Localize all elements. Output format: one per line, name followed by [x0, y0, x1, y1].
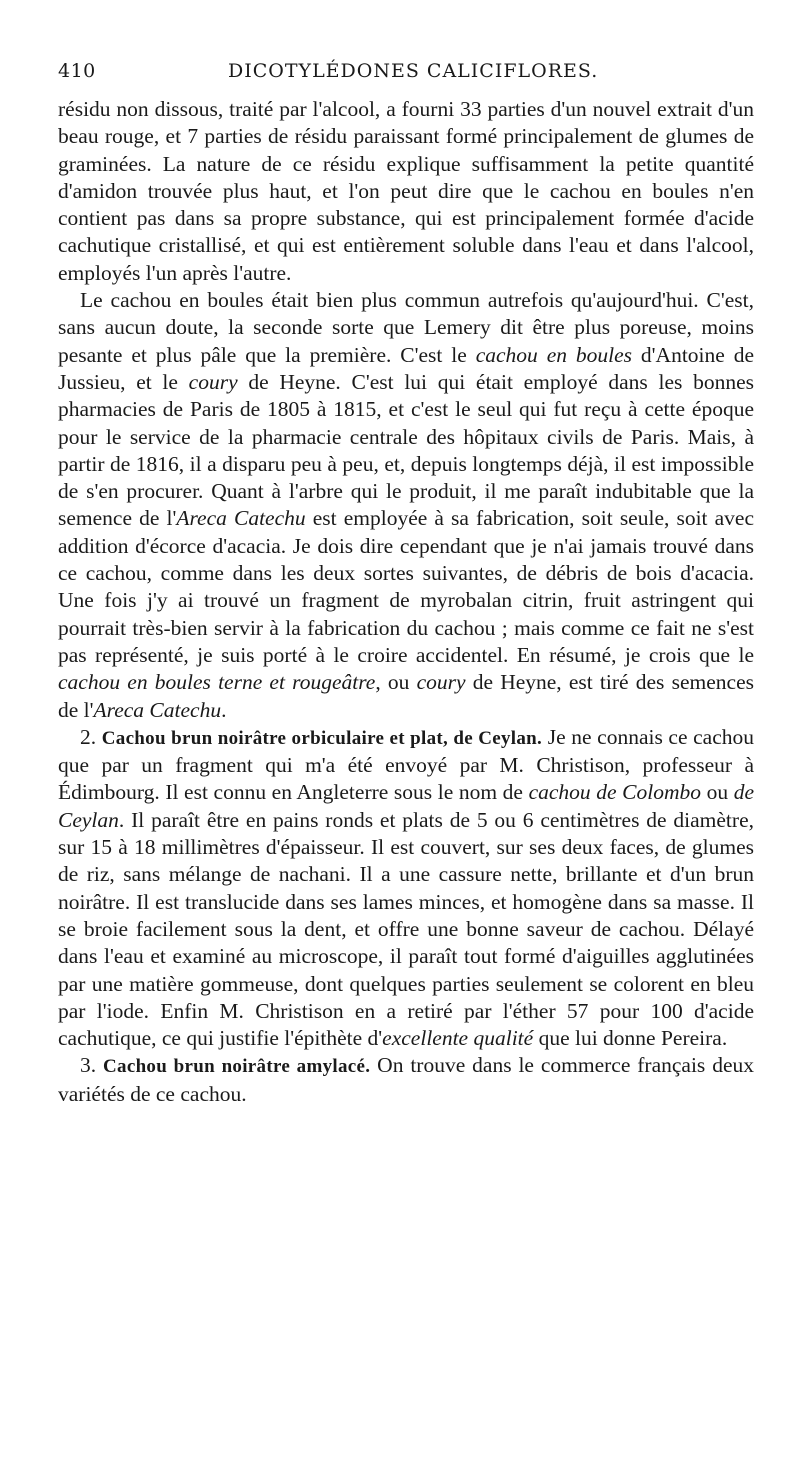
italic-term: Areca Catechu [93, 697, 222, 722]
text-run: de Heyne. C'est lui qui était employé dans les bonnes pharmacies de Paris de 1805 à 1815, et c'est le seul qui fut reçu à cette époque pour le service de la pharmacie centrale des hôpitaux civils de Paris. Mais, à partir de 1816, il a disparu peu à peu, et, depuis longtemps déjà, il est impossible de s'en procurer. Quant à l'arbre qui le produit, il me paraît indubitable que la semence de l' [58, 369, 754, 531]
paragraph-3 [58, 724, 754, 1053]
page-header [58, 60, 754, 82]
text-run: ou [701, 780, 734, 805]
text-run: est employée à sa fabrication, soit seule, soit avec addition d'écorce d'acacia. Je dois dire cependant que je n'ai jamais trouvé dans ce cachou, comme dans les deux sortes suivantes, de débris de bois d'acacia. Une fois j'y ai trouvé un fragment de myrobalan citrin, fruit astringent qui pourrait très-bien servir à la fabrication du cachou ; mais comme ce fait ne s'est pas représenté, je suis porté à le croire accidentel. En résumé, je crois que le [58, 506, 755, 667]
item-number: 3. [80, 1053, 104, 1078]
text-run: On trouve dans le commerce français deux variétés de ce cachou. [58, 1053, 754, 1106]
text-run: Le cachou en boules était bien plus commun autrefois qu'aujourd'hui. C'est, sans aucun doute, la seconde sorte que Lemery dit être plus poreuse, moins pesante et plus pâle que la première. C'est le [58, 288, 754, 367]
paragraph-4 [58, 1052, 754, 1108]
italic-term: coury [188, 369, 238, 394]
text-run: . [221, 697, 227, 722]
text-run: , ou [375, 670, 417, 695]
italic-term: de Ceylan [58, 780, 754, 832]
italic-term: Areca Catechu [176, 506, 306, 531]
page-number: 410 [58, 60, 96, 82]
section-title: Cachou brun noirâtre amylacé. [103, 1056, 371, 1078]
italic-term: cachou de Colombo [528, 780, 701, 805]
page-body [58, 96, 754, 1108]
italic-term: cachou en boules [475, 342, 633, 367]
text-run: Je ne connais ce cachou que par un fragment qui m'a été envoyé par M. Christison, professeur à Édimbourg. Il est connu en Angleterre sous le nom de [58, 724, 755, 805]
section-title: Cachou brun noirâtre orbiculaire et plat, de Ceylan. [101, 727, 543, 749]
italic-term: excellente qualité [382, 1026, 534, 1051]
text-run: de Heyne, est tiré des semences de l' [58, 670, 754, 722]
text-run: que lui donne Pereira. [533, 1026, 728, 1051]
paragraph-2 [58, 287, 754, 724]
text-run: . Il paraît être en pains ronds et plats de 5 ou 6 centimètres de diamètre, sur 15 à 18 millimètres d'épaisseur. Il est couvert, sur ses deux faces, de glumes de riz, sans mélange de nachani. Il a une cassure nette, brillante et d'un brun noirâtre. Il est translucide dans ses lames minces, et homogène dans sa masse. Il se broie facilement sous la dent, et offre une bonne saveur de cachou. Délayé dans l'eau et examiné au microscope, il paraît tout formé d'aiguilles agglutinées par une matière gommeuse, dont quelques parties seulement se colorent en bleu par l'iode. Enfin M. Christison en a retiré par l'éther 57 pour 100 d'acide cachutique, ce qui justifie l'épithète d' [58, 807, 754, 1051]
italic-term: coury [416, 670, 466, 695]
italic-term: cachou en boules terne et rougeâtre [58, 670, 376, 695]
text-run: d'Antoine de Jussieu, et le [58, 342, 755, 394]
running-title: DICOTYLÉDONES CALICIFLORES. [228, 60, 599, 82]
item-number: 2. [80, 724, 102, 749]
paragraph-1 [58, 96, 754, 287]
paragraph-1-text: résidu non dissous, traité par l'alcool, a fourni 33 parties d'un nouvel extrait d'un beau rouge, et 7 parties de résidu paraissant formé principalement de glumes de graminées. La nature de ce résidu explique suffisamment la petite quantité d'amidon trouvée plus haut, et l'on peut dire que le cachou en boules n'en contient pas dans sa propre substance, qui est principalement formée d'acide cachutique cristallisé, et qui est entièrement soluble dans l'eau et dans l'alcool, employés l'un après l'autre. [58, 97, 754, 285]
